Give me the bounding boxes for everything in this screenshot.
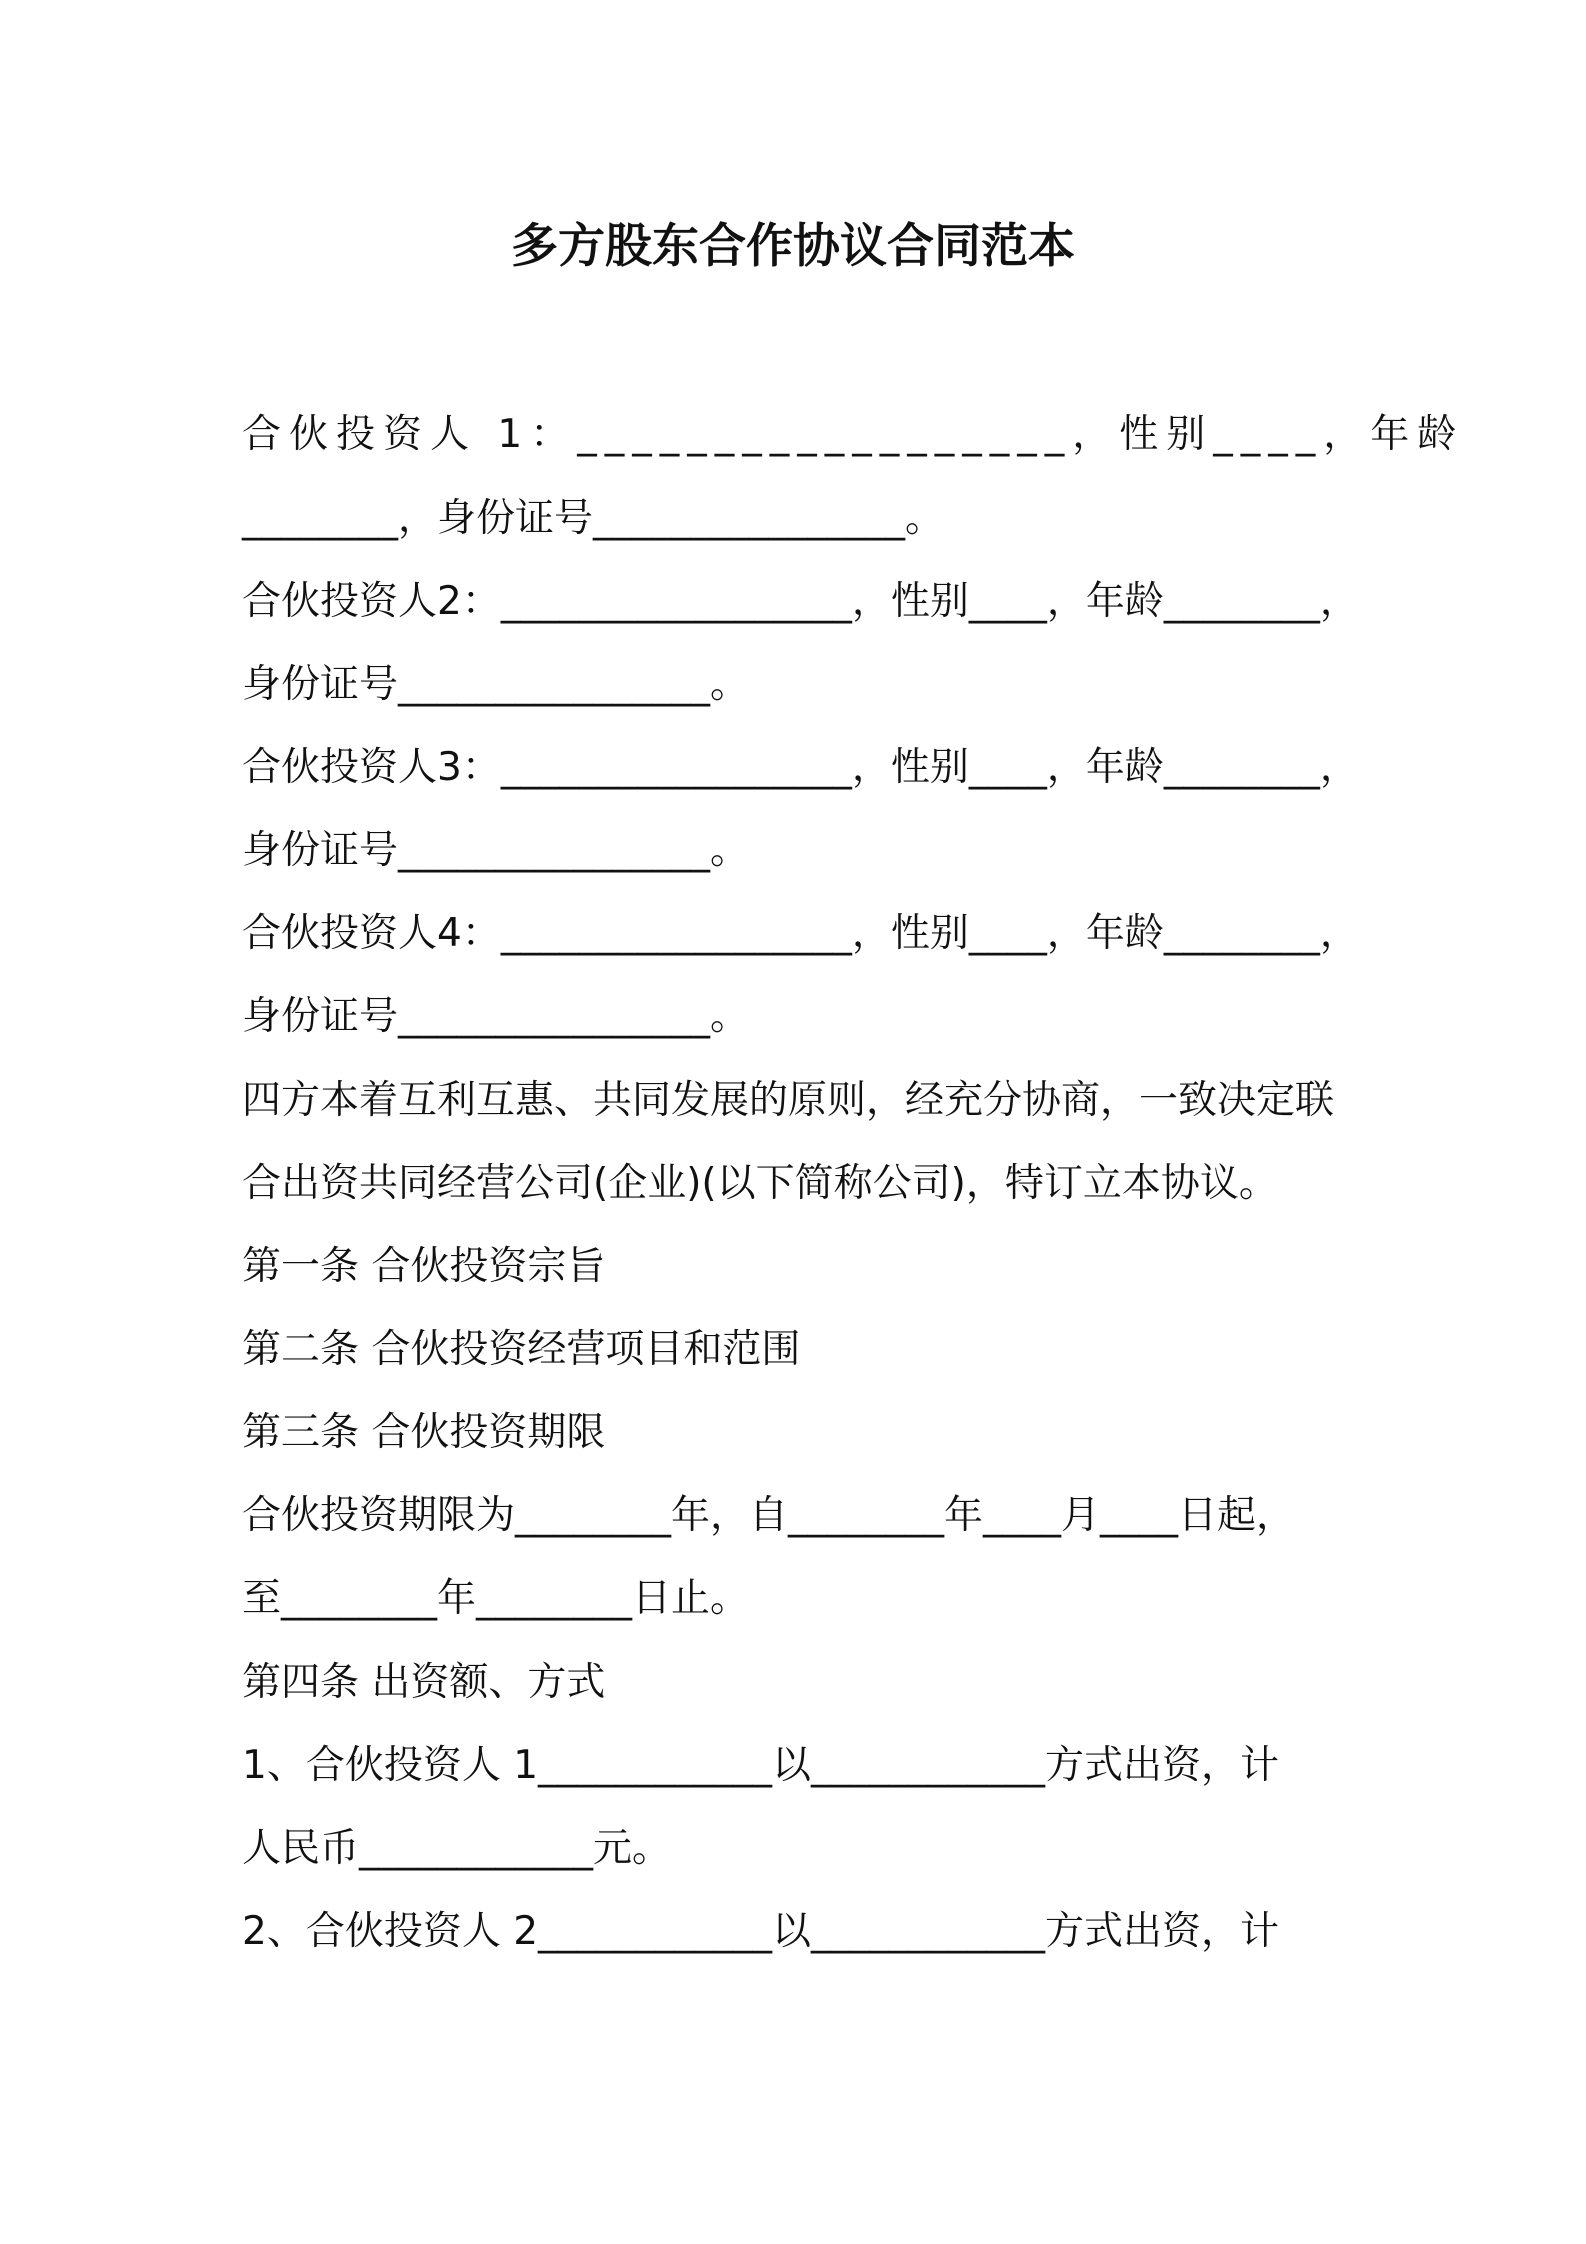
investor-3-line-1: 合伙投资人3：__________________，性别____，年龄________， <box>242 745 1359 790</box>
investor-3-line-2: 身份证号________________。 <box>242 828 750 873</box>
contribution-1-line-1: 1、合伙投资人 1____________以____________方式出资，计 <box>242 1743 1280 1788</box>
investor-2-line-2: 身份证号________________。 <box>242 662 750 707</box>
article-3-heading: 第三条 合伙投资期限 <box>242 1410 606 1455</box>
term-line-1: 合伙投资期限为________年，自________年____月____日起， <box>242 1493 1296 1538</box>
preamble-line-1: 四方本着互利互惠、共同发展的原则，经充分协商，一致决定联 <box>242 1078 1335 1123</box>
document-title: 多方股东合作协议合同范本 <box>511 219 1075 274</box>
investor-2-line-1: 合伙投资人2：__________________，性别____，年龄________， <box>242 579 1359 624</box>
article-1-heading: 第一条 合伙投资宗旨 <box>242 1244 606 1289</box>
investor-1-line-2: ________，身份证号________________。 <box>242 496 945 541</box>
investor-4-line-1: 合伙投资人4：__________________，性别____，年龄________， <box>242 911 1359 956</box>
article-2-heading: 第二条 合伙投资经营项目和范围 <box>242 1327 801 1372</box>
contribution-1-line-2: 人民币____________元。 <box>242 1826 672 1871</box>
investor-4-line-2: 身份证号________________。 <box>242 994 750 1039</box>
investor-1-line-1: 合伙投资人 1：__________________，性别____，年龄 <box>242 412 1465 457</box>
term-line-2: 至________年________日止。 <box>242 1576 750 1621</box>
contribution-2-line-1: 2、合伙投资人 2____________以____________方式出资，计 <box>242 1909 1280 1954</box>
preamble-line-2: 合出资共同经营公司(企业)(以下简称公司)，特订立本协议。 <box>242 1161 1278 1206</box>
article-4-heading: 第四条 出资额、方式 <box>242 1660 606 1705</box>
